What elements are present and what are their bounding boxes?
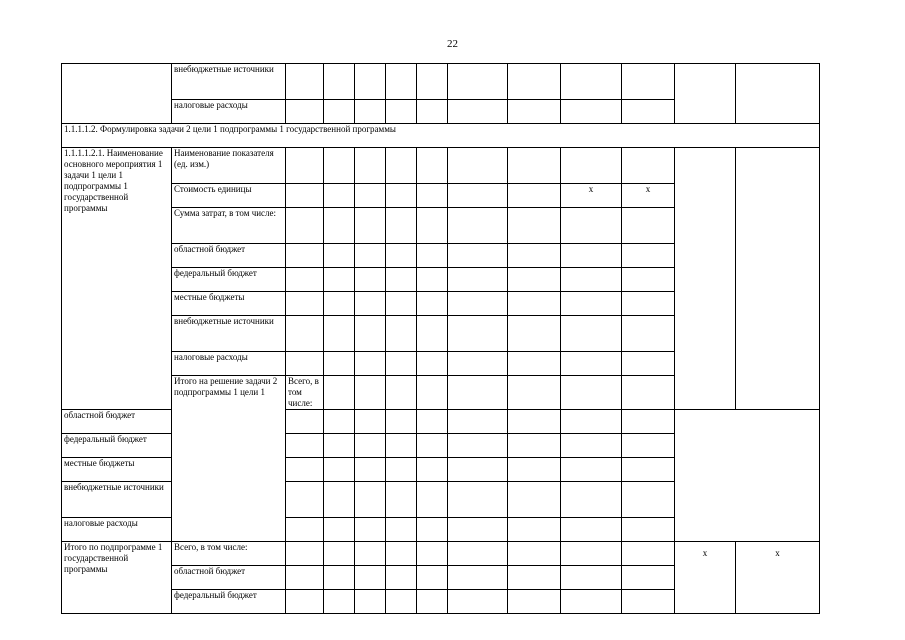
row-label: федеральный бюджет	[172, 268, 286, 292]
row-label: внебюджетные источники	[62, 482, 172, 518]
x-mark: x	[561, 184, 622, 208]
row-label: Сумма затрат, в том числе:	[172, 208, 286, 244]
row-label: налоговые расходы	[172, 352, 286, 376]
row-label: местные бюджеты	[62, 458, 172, 482]
row-label: внебюджетные источники	[172, 316, 286, 352]
section-title: 1.1.1.1.2. Формулировка задачи 2 цели 1 подпрограммы 1 государственной программы	[62, 124, 820, 148]
x-mark: x	[622, 184, 675, 208]
row-label: областной бюджет	[172, 566, 286, 590]
row-label: Наименование показателя (ед. изм.)	[172, 148, 286, 184]
section-row	[62, 124, 820, 148]
row-label: внебюджетные источники	[172, 64, 286, 100]
row-label: налоговые расходы	[172, 100, 286, 124]
row-label: Всего, в том числе:	[172, 542, 286, 566]
row-label: Стоимость единицы	[172, 184, 286, 208]
row-label: налоговые расходы	[62, 518, 172, 542]
row-label: областной бюджет	[62, 410, 172, 434]
activity-name-cell: 1.1.1.1.2.1. Наименование основного мероприятия 1 задачи 1 цели 1 подпрограммы 1 государственной программы	[62, 148, 172, 410]
row-label: Всего, в том числе:	[286, 376, 324, 410]
row-label: местные бюджеты	[172, 292, 286, 316]
empty-group-cell	[62, 64, 172, 124]
row-label: федеральный бюджет	[172, 590, 286, 614]
table-row	[62, 64, 820, 100]
budget-table	[61, 63, 820, 614]
row-label: областной бюджет	[172, 244, 286, 268]
row-label: федеральный бюджет	[62, 434, 172, 458]
task-total-cell: Итого на решение задачи 2 подпрограммы 1 цели 1	[172, 376, 286, 542]
x-mark: x	[675, 542, 736, 614]
subprogram-total-cell: Итого по подпрограмме 1 государственной программы	[62, 542, 172, 614]
x-mark: x	[736, 542, 820, 614]
table-row	[62, 542, 820, 566]
table-row	[62, 148, 820, 184]
page-number: 22	[447, 38, 458, 50]
